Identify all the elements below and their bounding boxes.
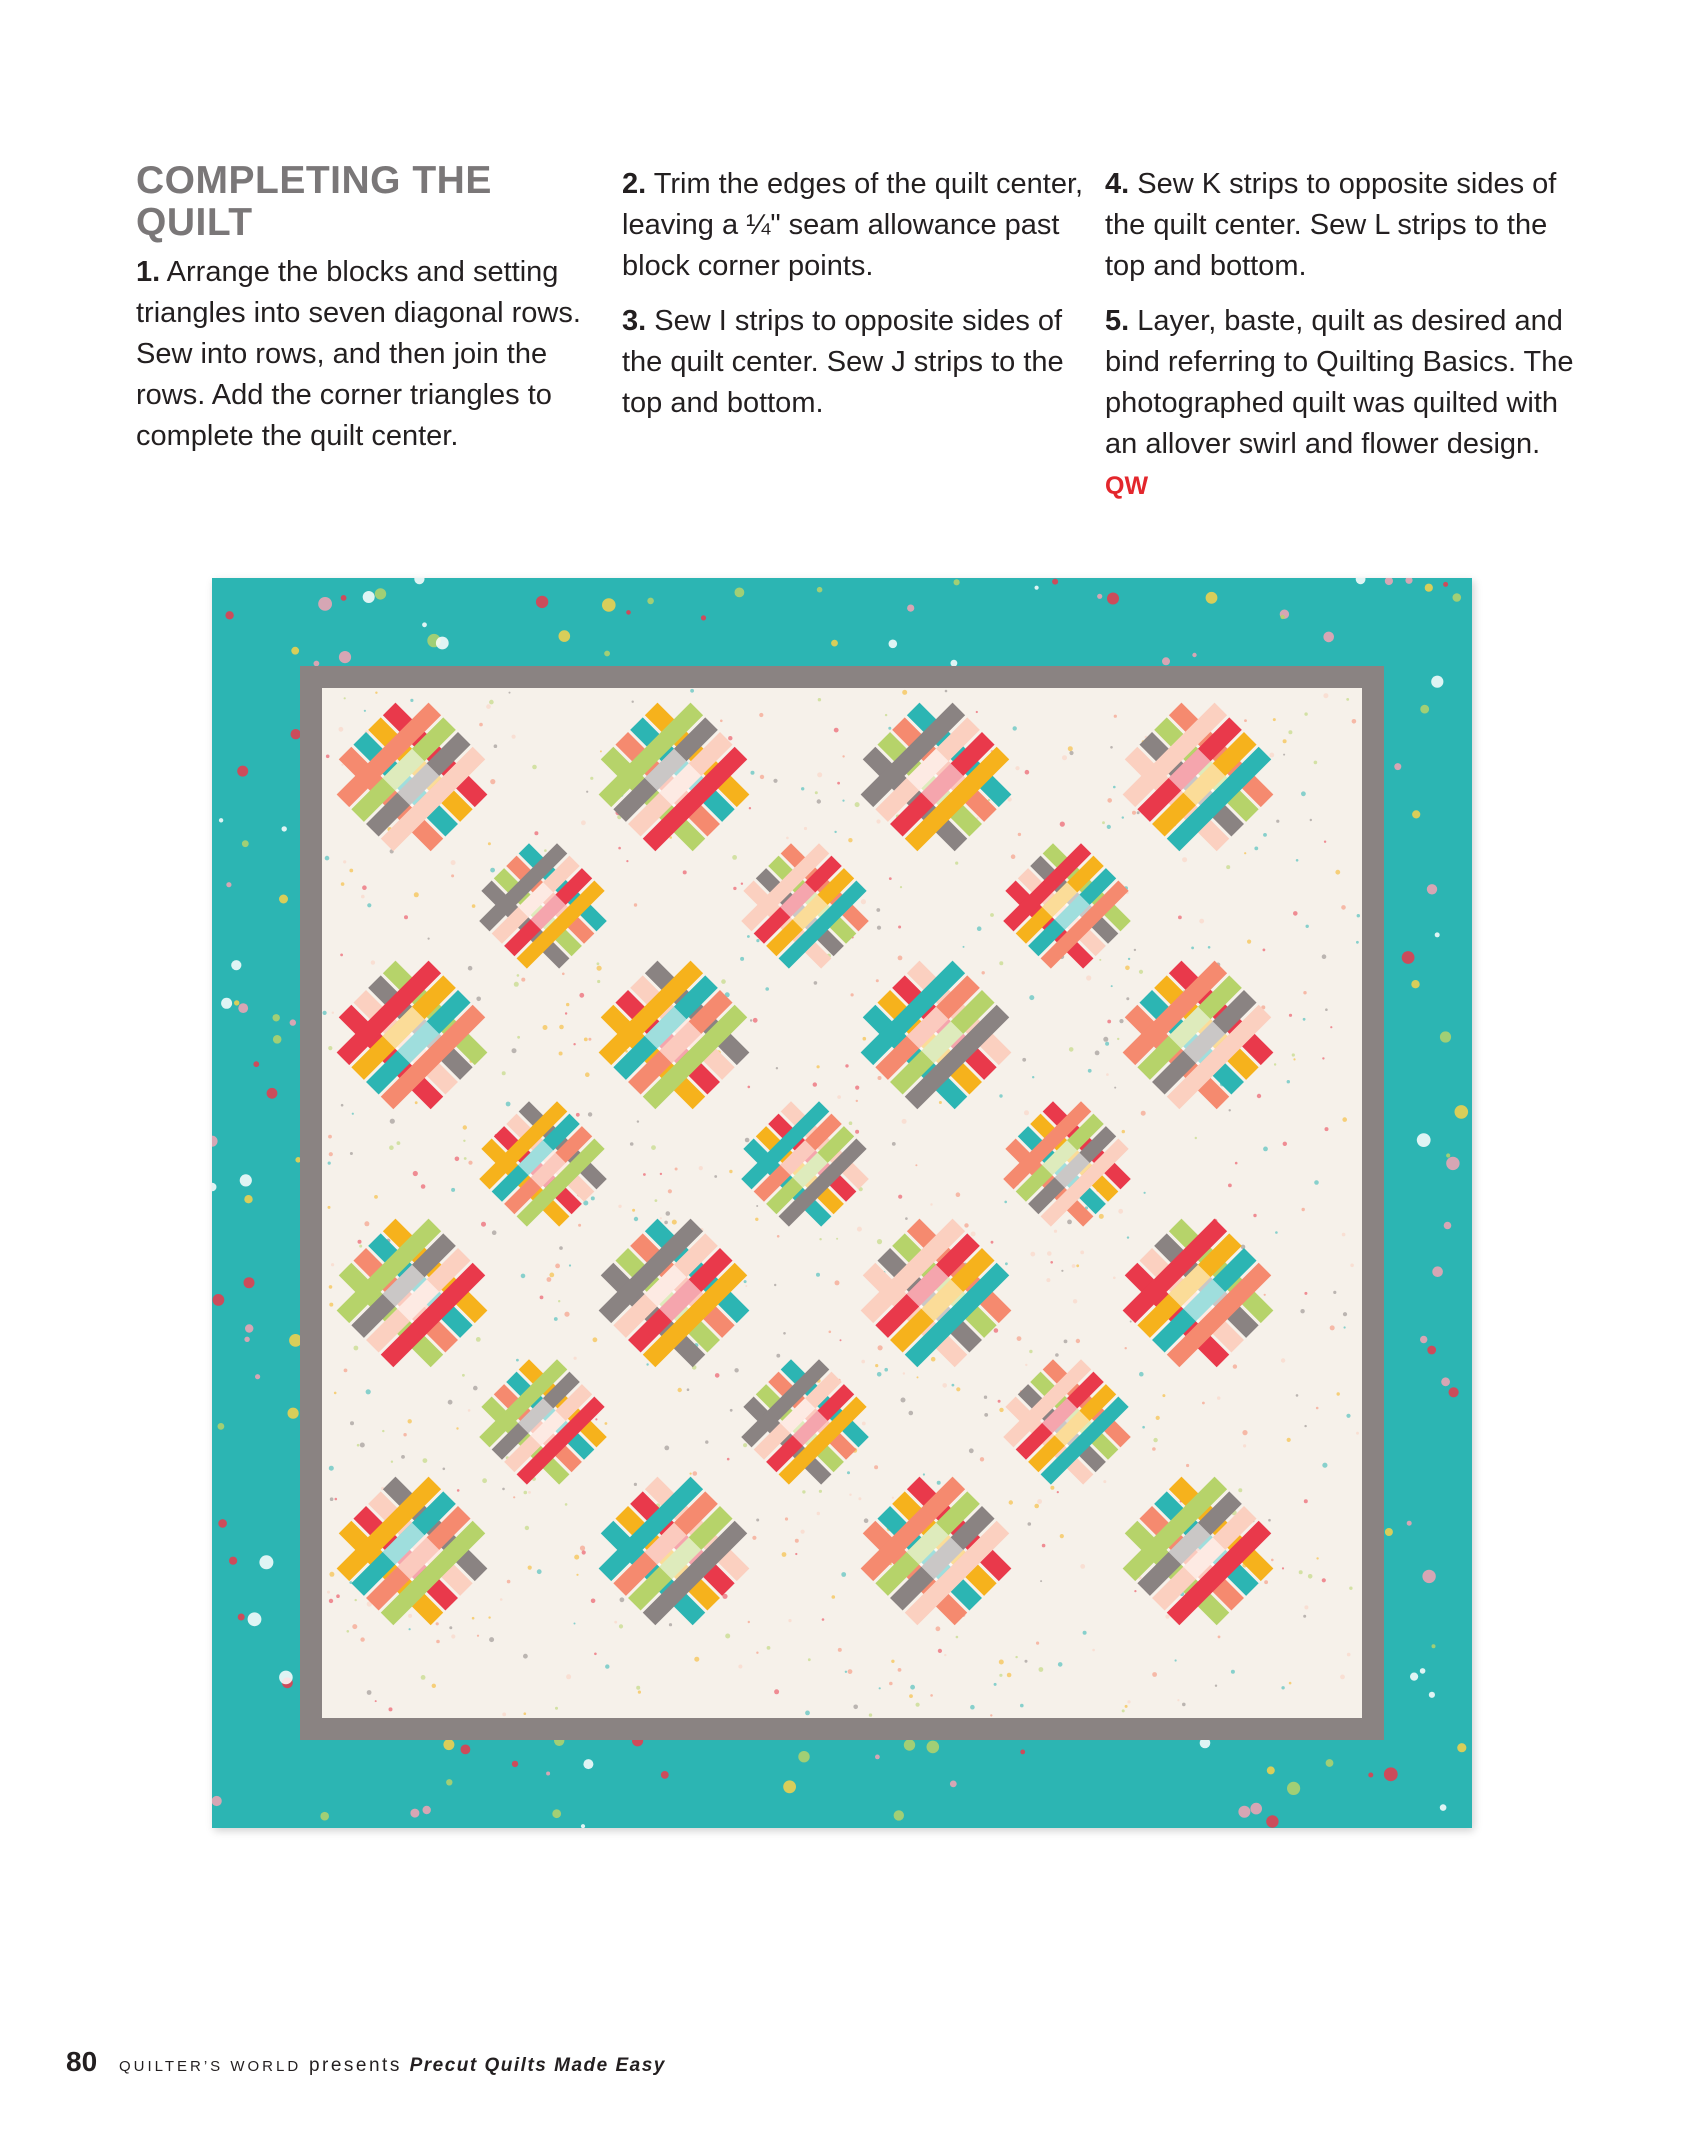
quilt-illustration [212, 578, 1472, 1828]
end-mark: QW [1105, 472, 1149, 500]
quilt-photo [212, 578, 1472, 1828]
step-text: Arrange the blocks and setting triangles into seven diagonal rows. Sew into rows, and then join the rows. Add the corner triangles to complete the quilt center. [136, 256, 581, 452]
step-2 [622, 164, 1092, 287]
step-text: Trim the edges of the quilt center, leaving a ¼" seam allowance past block corner points. [622, 168, 1084, 282]
page-number: 80 [66, 2046, 98, 2077]
step-3 [622, 301, 1092, 424]
column-3 [1105, 164, 1575, 521]
book-title: Precut Quilts Made Easy [409, 2055, 666, 2076]
step-text: Layer, baste, quilt as desired and bind referring to Quilting Basics. The photographed quilt was quilted with an allover swirl and flower design. [1105, 305, 1574, 460]
step-number: 1. [136, 256, 161, 288]
presents-text: presents [308, 2055, 402, 2076]
step-4 [1105, 164, 1575, 287]
page-footer [66, 2046, 666, 2078]
step-1 [136, 252, 606, 457]
step-number: 4. [1105, 168, 1130, 200]
step-text: Sew I strips to opposite sides of the quilt center. Sew J strips to the top and bottom. [622, 305, 1064, 419]
magazine-name: QUILTER’S WORLD [118, 2058, 302, 2075]
step-text: Sew K strips to opposite sides of the quilt center. Sew L strips to the top and bottom. [1105, 168, 1557, 282]
column-1 [136, 160, 606, 471]
step-5 [1105, 301, 1575, 507]
step-number: 5. [1105, 305, 1130, 337]
step-number: 3. [622, 305, 647, 337]
section-heading: COMPLETING THE QUILT [136, 159, 492, 244]
column-2 [622, 164, 1092, 438]
step-number: 2. [622, 168, 647, 200]
